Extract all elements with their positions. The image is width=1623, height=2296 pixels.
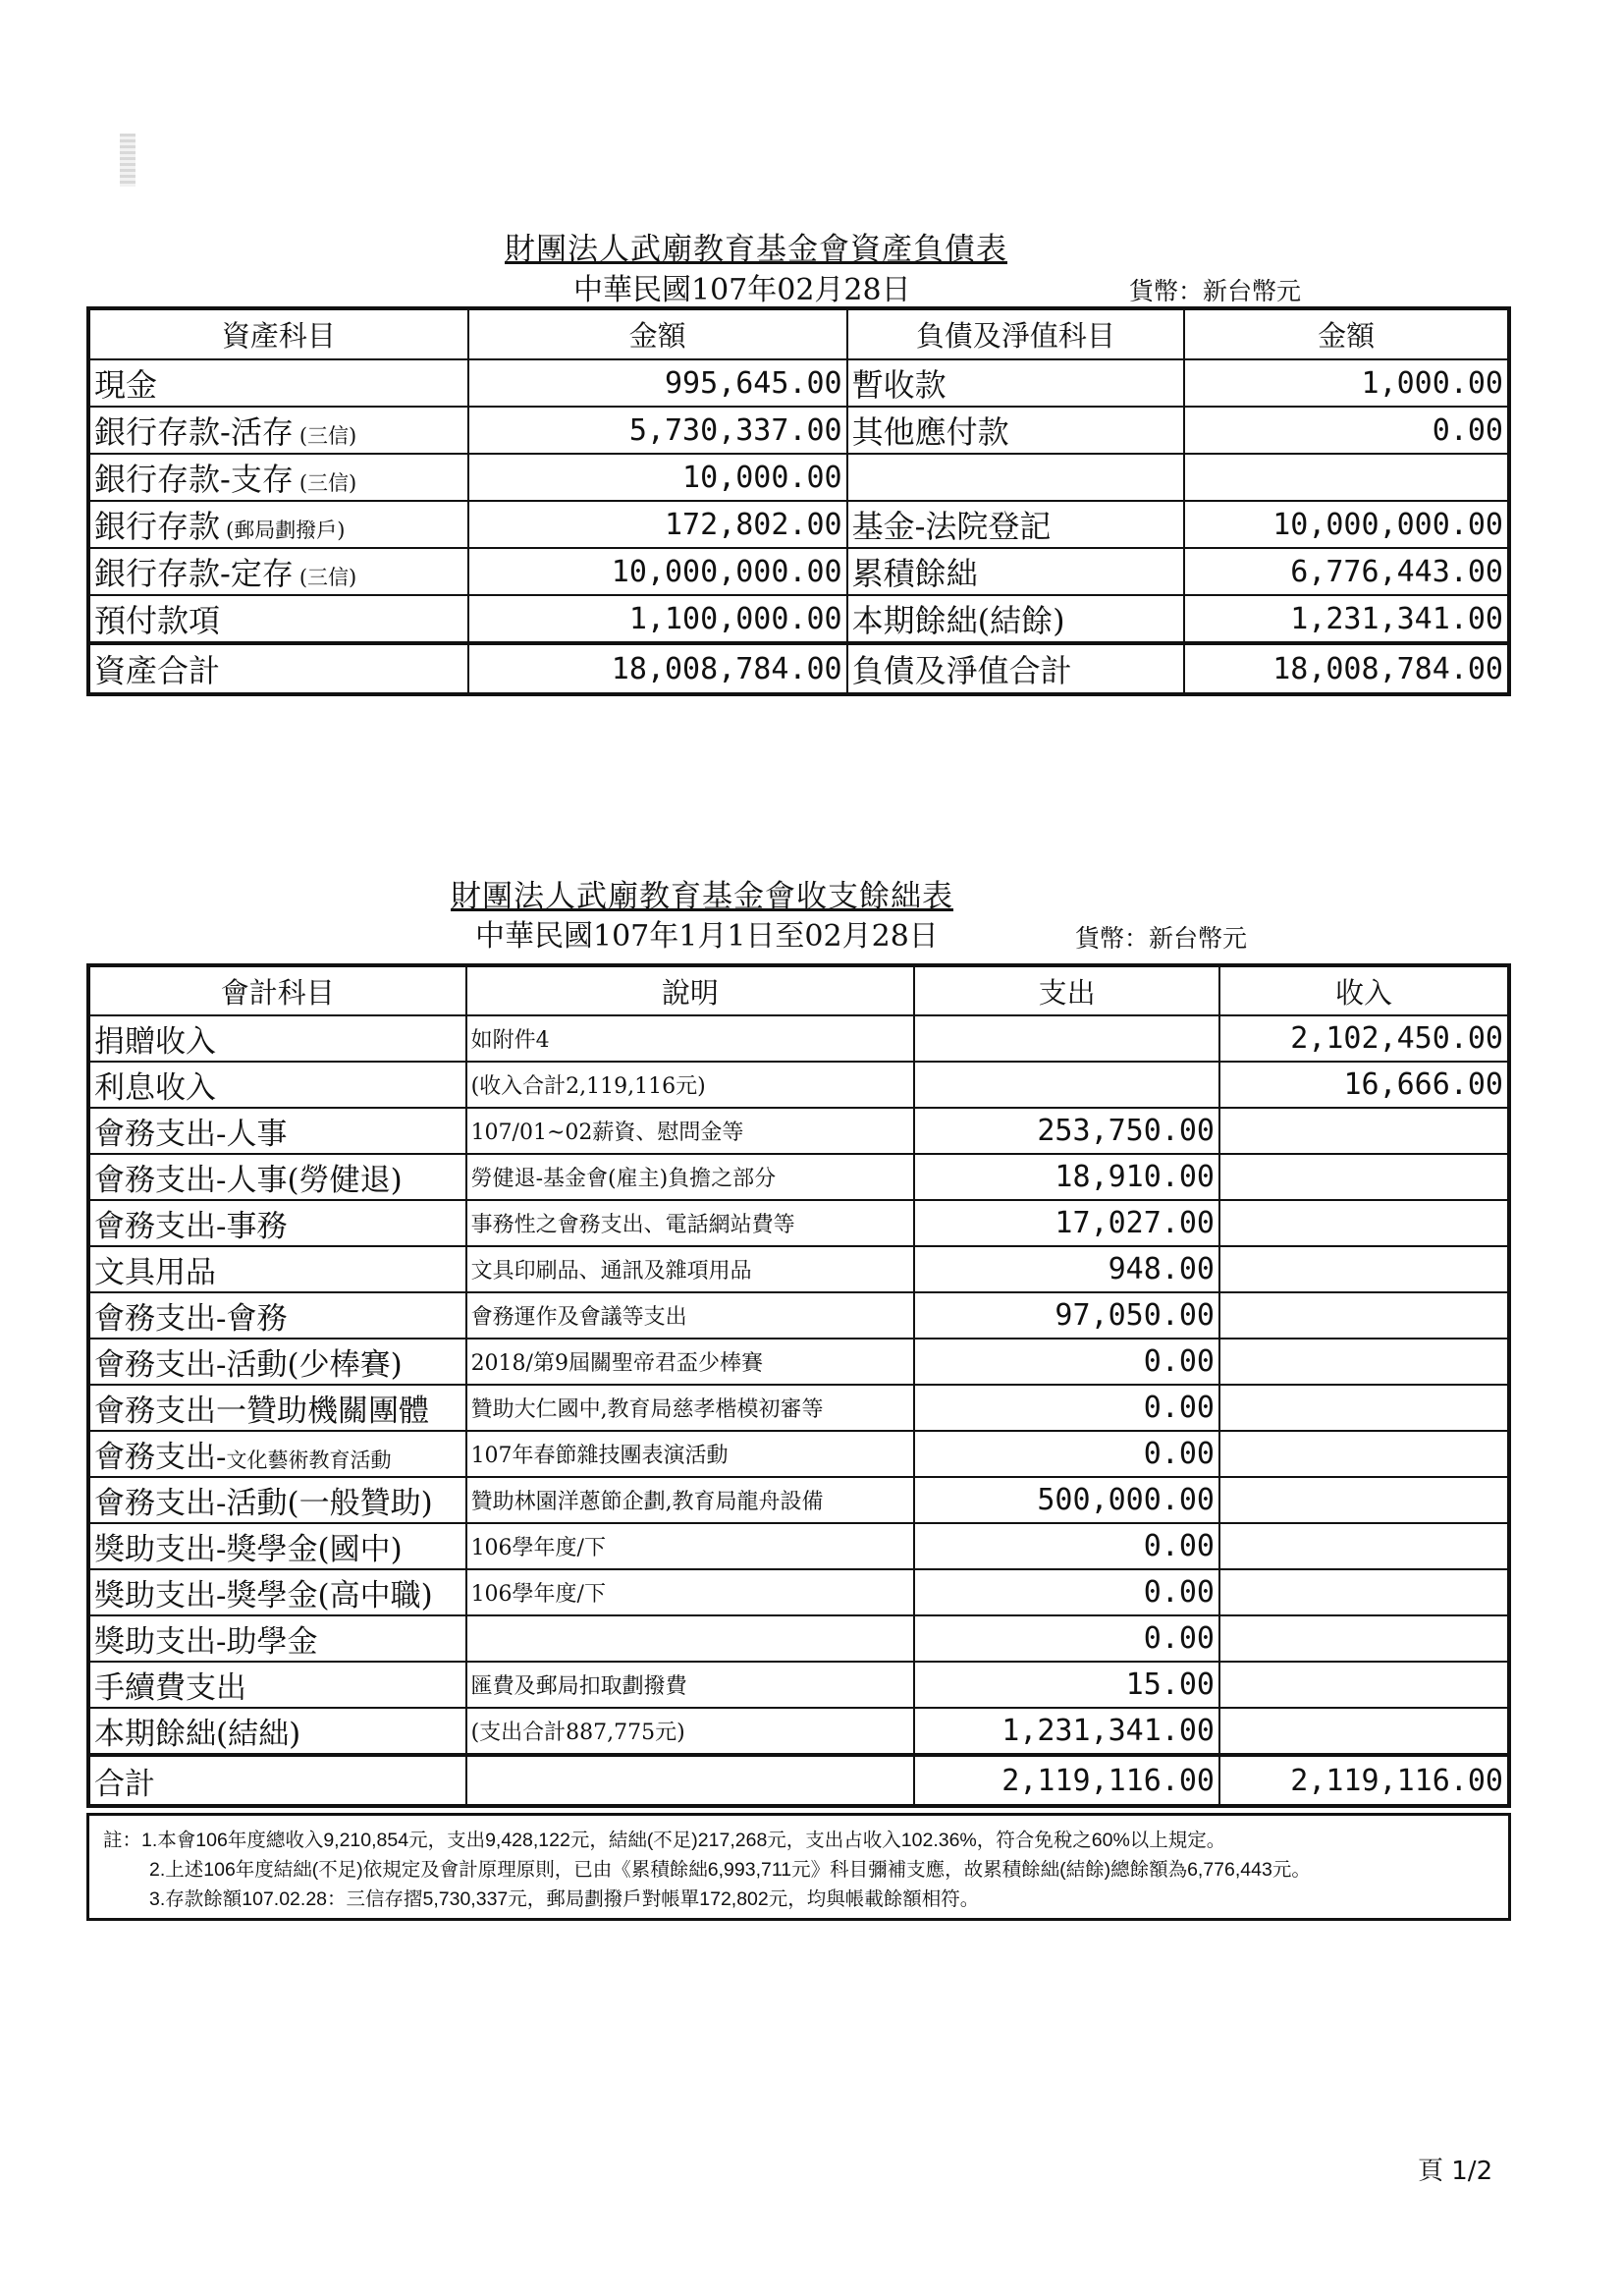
asset-name xyxy=(88,407,468,454)
liability-amount xyxy=(1184,454,1509,501)
expense-amount: 97,050.00 xyxy=(914,1292,1219,1339)
expense-amount: 0.00 xyxy=(914,1523,1219,1569)
notes-box xyxy=(86,1813,1511,1921)
asset-note: (三信) xyxy=(298,566,357,589)
total-label: 合計 xyxy=(88,1755,466,1806)
note-line-3 xyxy=(103,1885,1494,1914)
expense-amount xyxy=(914,1062,1219,1108)
asset-label: 銀行存款-支存 xyxy=(94,461,294,498)
account-name xyxy=(88,1200,466,1246)
account-name xyxy=(88,1292,466,1339)
page-number: 頁 1/2 xyxy=(1418,2157,1493,2186)
expense-amount: 17,027.00 xyxy=(914,1200,1219,1246)
income-statement-row xyxy=(88,1615,1509,1662)
income-statement-date: 中華民國107年1月1日至02月28日 xyxy=(475,919,939,954)
account-name xyxy=(88,1108,466,1154)
income-statement-row xyxy=(88,1385,1509,1431)
balance-sheet-row xyxy=(88,454,1509,501)
balance-sheet-header-row xyxy=(88,308,1509,359)
asset-amount: 10,000.00 xyxy=(468,454,847,501)
account-description: 106學年度/下 xyxy=(466,1569,915,1615)
account-name xyxy=(88,1154,466,1200)
account-name xyxy=(88,1523,466,1569)
account-name xyxy=(88,1015,466,1062)
income-amount xyxy=(1219,1385,1509,1431)
income-statement-currency: 貨幣：新台幣元 xyxy=(1075,924,1248,953)
balance-sheet-row xyxy=(88,548,1509,595)
income-statement-row xyxy=(88,1154,1509,1200)
income-statement-row xyxy=(88,1569,1509,1615)
income-amount xyxy=(1219,1569,1509,1615)
account-description: 106學年度/下 xyxy=(466,1523,915,1569)
expense-amount: 18,910.00 xyxy=(914,1154,1219,1200)
income-amount xyxy=(1219,1615,1509,1662)
asset-amount: 5,730,337.00 xyxy=(468,407,847,454)
income-amount xyxy=(1219,1108,1509,1154)
income-statement-row xyxy=(88,1200,1509,1246)
total-income: 2,119,116.00 xyxy=(1219,1755,1509,1806)
liability-name: 本期餘絀(結餘) xyxy=(847,595,1185,643)
account-description: 會務運作及會議等支出 xyxy=(466,1292,915,1339)
expense-amount: 1,231,341.00 xyxy=(914,1708,1219,1755)
account-description: 107年春節雜技團表演活動 xyxy=(466,1431,915,1477)
asset-label: 銀行存款-活存 xyxy=(94,413,294,451)
account-label: 手續費支出 xyxy=(94,1670,246,1706)
scan-artifact xyxy=(120,134,135,187)
income-amount xyxy=(1219,1662,1509,1708)
income-statement-row xyxy=(88,1339,1509,1385)
asset-amount: 172,802.00 xyxy=(468,501,847,548)
account-description: 107/01~02薪資、慰問金等 xyxy=(466,1108,915,1154)
liability-name: 累積餘絀 xyxy=(847,548,1185,595)
income-statement-table xyxy=(86,963,1511,1808)
account-description: 贊助林園洋蔥節企劃,教育局龍舟設備 xyxy=(466,1477,915,1523)
asset-total-label: 資產合計 xyxy=(88,643,468,694)
account-description: (收入合計2,119,116元) xyxy=(466,1062,915,1108)
income-statement-row xyxy=(88,1246,1509,1292)
account-label: 會務支出-活動(一般贊助) xyxy=(94,1486,433,1521)
income-statement-row xyxy=(88,1062,1509,1108)
liability-name xyxy=(847,454,1185,501)
expense-amount: 500,000.00 xyxy=(914,1477,1219,1523)
account-label: 會務支出-活動(少棒賽) xyxy=(94,1347,403,1383)
asset-note: (郵局劃撥戶) xyxy=(226,519,346,542)
income-statement-row xyxy=(88,1292,1509,1339)
col-header-description: 說明 xyxy=(466,965,915,1015)
income-amount xyxy=(1219,1200,1509,1246)
liability-name: 暫收款 xyxy=(847,359,1185,407)
income-amount xyxy=(1219,1431,1509,1477)
asset-total-amount: 18,008,784.00 xyxy=(468,643,847,694)
liability-amount: 10,000,000.00 xyxy=(1184,501,1509,548)
balance-sheet-currency: 貨幣：新台幣元 xyxy=(1129,277,1302,305)
account-label-small: 文化藝術教育活動 xyxy=(226,1449,392,1472)
note-line-1 xyxy=(103,1826,1494,1855)
expense-amount xyxy=(914,1015,1219,1062)
liability-total-label: 負債及淨值合計 xyxy=(847,643,1185,694)
income-statement-header-row xyxy=(88,965,1509,1015)
account-description: 贊助大仁國中,教育局慈孝楷模初審等 xyxy=(466,1385,915,1431)
income-statement-row xyxy=(88,1015,1509,1062)
note-prefix: 註： xyxy=(103,1830,142,1851)
income-amount xyxy=(1219,1246,1509,1292)
income-statement-row xyxy=(88,1523,1509,1569)
liability-name: 其他應付款 xyxy=(847,407,1185,454)
asset-label: 銀行存款-定存 xyxy=(94,555,294,592)
liability-name: 基金-法院登記 xyxy=(847,501,1185,548)
account-name xyxy=(88,1615,466,1662)
income-statement-row xyxy=(88,1108,1509,1154)
col-header-expense: 支出 xyxy=(914,965,1219,1015)
col-header-asset-amount: 金額 xyxy=(468,308,847,359)
asset-amount: 995,645.00 xyxy=(468,359,847,407)
col-header-income: 收入 xyxy=(1219,965,1509,1015)
expense-amount: 0.00 xyxy=(914,1431,1219,1477)
income-amount xyxy=(1219,1154,1509,1200)
expense-amount: 948.00 xyxy=(914,1246,1219,1292)
total-expense: 2,119,116.00 xyxy=(914,1755,1219,1806)
note-text: 3.存款餘額107.02.28：三信存摺5,730,337元，郵局劃撥戶對帳單172,802元，均與帳載餘額相符。 xyxy=(149,1888,980,1910)
col-header-liability: 負債及淨值科目 xyxy=(847,308,1185,359)
account-description: 如附件4 xyxy=(466,1015,915,1062)
col-header-account: 會計科目 xyxy=(88,965,466,1015)
account-name xyxy=(88,1708,466,1755)
income-amount xyxy=(1219,1292,1509,1339)
account-label: 獎助支出-獎學金(高中職) xyxy=(94,1578,433,1613)
asset-label: 現金 xyxy=(94,366,158,404)
liability-amount: 0.00 xyxy=(1184,407,1509,454)
account-name xyxy=(88,1662,466,1708)
liability-amount: 1,000.00 xyxy=(1184,359,1509,407)
account-description xyxy=(466,1615,915,1662)
account-name xyxy=(88,1385,466,1431)
account-description: 事務性之會務支出、電話網站費等 xyxy=(466,1200,915,1246)
account-label: 會務支出-人事 xyxy=(94,1117,288,1152)
balance-sheet-row xyxy=(88,501,1509,548)
income-statement-total-row xyxy=(88,1755,1509,1806)
income-statement-row xyxy=(88,1477,1509,1523)
income-statement-row xyxy=(88,1662,1509,1708)
asset-name xyxy=(88,595,468,643)
expense-amount: 15.00 xyxy=(914,1662,1219,1708)
account-name xyxy=(88,1569,466,1615)
liability-total-amount: 18,008,784.00 xyxy=(1184,643,1509,694)
expense-amount: 253,750.00 xyxy=(914,1108,1219,1154)
account-description: 匯費及郵局扣取劃撥費 xyxy=(466,1662,915,1708)
income-amount xyxy=(1219,1523,1509,1569)
account-name xyxy=(88,1477,466,1523)
account-label: 利息收入 xyxy=(94,1070,216,1106)
balance-sheet-table xyxy=(86,306,1511,696)
income-statement-row xyxy=(88,1431,1509,1477)
account-description: 勞健退-基金會(雇主)負擔之部分 xyxy=(466,1154,915,1200)
asset-name xyxy=(88,548,468,595)
asset-label: 銀行存款 xyxy=(94,508,221,545)
account-label: 文具用品 xyxy=(94,1255,216,1290)
asset-amount: 10,000,000.00 xyxy=(468,548,847,595)
balance-sheet-date: 中華民國107年02月28日 xyxy=(573,273,911,307)
account-label: 獎助支出-助學金 xyxy=(94,1624,318,1660)
account-name xyxy=(88,1431,466,1477)
asset-label: 預付款項 xyxy=(94,602,221,639)
income-amount: 2,102,450.00 xyxy=(1219,1015,1509,1062)
balance-sheet-row xyxy=(88,407,1509,454)
income-amount xyxy=(1219,1339,1509,1385)
expense-amount: 0.00 xyxy=(914,1339,1219,1385)
account-description: (支出合計887,775元) xyxy=(466,1708,915,1755)
account-name xyxy=(88,1062,466,1108)
account-label: 會務支出一贊助機關團體 xyxy=(94,1394,429,1429)
account-label: 會務支出- xyxy=(94,1440,227,1475)
account-label: 會務支出-會務 xyxy=(94,1301,288,1337)
account-name xyxy=(88,1339,466,1385)
account-label: 會務支出-事務 xyxy=(94,1209,288,1244)
expense-amount: 0.00 xyxy=(914,1569,1219,1615)
account-description: 文具印刷品、通訊及雜項用品 xyxy=(466,1246,915,1292)
income-amount xyxy=(1219,1708,1509,1755)
asset-name xyxy=(88,359,468,407)
asset-note: (三信) xyxy=(298,424,357,448)
expense-amount: 0.00 xyxy=(914,1385,1219,1431)
balance-sheet-row xyxy=(88,359,1509,407)
asset-name xyxy=(88,501,468,548)
liability-amount: 6,776,443.00 xyxy=(1184,548,1509,595)
note-text: 1.本會106年度總收入9,210,854元，支出9,428,122元，結絀(不足)217,268元，支出占收入102.36%，符合免稅之60%以上規定。 xyxy=(141,1830,1226,1851)
total-description xyxy=(466,1755,915,1806)
account-label: 獎助支出-獎學金(國中) xyxy=(94,1532,403,1567)
account-label: 會務支出-人事(勞健退) xyxy=(94,1163,403,1198)
col-header-liability-amount: 金額 xyxy=(1184,308,1509,359)
note-line-2 xyxy=(103,1855,1494,1885)
asset-name xyxy=(88,454,468,501)
asset-note: (三信) xyxy=(298,471,357,495)
balance-sheet-row xyxy=(88,595,1509,643)
account-description: 2018/第9屆關聖帝君盃少棒賽 xyxy=(466,1339,915,1385)
col-header-asset: 資產科目 xyxy=(88,308,468,359)
income-statement-title: 財團法人武廟教育基金會收支餘絀表 xyxy=(451,879,953,914)
liability-amount: 1,231,341.00 xyxy=(1184,595,1509,643)
account-label: 本期餘絀(結絀) xyxy=(94,1717,301,1752)
expense-amount: 0.00 xyxy=(914,1615,1219,1662)
account-label: 捐贈收入 xyxy=(94,1024,216,1060)
balance-sheet-total-row xyxy=(88,643,1509,694)
income-statement-row xyxy=(88,1708,1509,1755)
asset-amount: 1,100,000.00 xyxy=(468,595,847,643)
income-amount: 16,666.00 xyxy=(1219,1062,1509,1108)
income-amount xyxy=(1219,1477,1509,1523)
note-text: 2.上述106年度結絀(不足)依規定及會計原理原則，已由《累積餘絀6,993,711元》科目彌補支應，故累積餘絀(結餘)總餘額為6,776,443元。 xyxy=(149,1859,1311,1881)
balance-sheet-title: 財團法人武廟教育基金會資產負債表 xyxy=(505,232,1007,267)
account-name xyxy=(88,1246,466,1292)
